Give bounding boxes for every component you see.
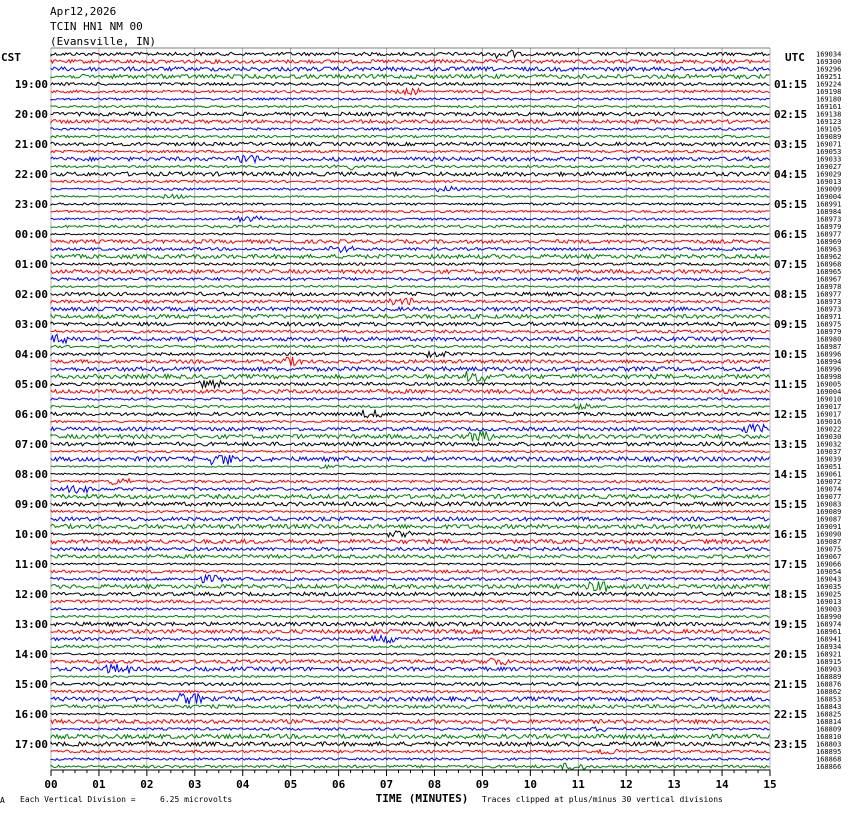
trace-line	[51, 216, 770, 222]
trace-value-label: 168803	[816, 740, 842, 749]
trace-line	[51, 547, 770, 550]
x-tick-label: 09	[475, 778, 490, 791]
x-tick-label: 06	[331, 778, 346, 791]
trace-value-label: 169066	[816, 560, 842, 569]
x-tick-label: 05	[284, 778, 298, 791]
trace-line	[51, 683, 770, 686]
right-hour-label: 19:15	[774, 618, 808, 631]
trace-value-label: 168987	[816, 343, 842, 351]
trace-value-label: 169037	[816, 448, 842, 456]
right-hour-label: 08:15	[774, 288, 808, 301]
x-tick-label: 02	[140, 778, 154, 791]
trace-value-label: 169091	[816, 523, 842, 531]
x-tick-label: 01	[92, 778, 106, 791]
trace-line	[51, 582, 770, 592]
trace-value-label: 168980	[816, 335, 842, 344]
trace-line	[51, 74, 770, 78]
right-hour-label: 11:15	[774, 378, 808, 391]
location-label: (Evansville, IN)	[50, 35, 156, 48]
x-tick-label: 13	[667, 778, 681, 791]
left-hour-label: 03:00	[14, 318, 48, 331]
left-hour-label: 15:00	[14, 678, 48, 691]
trace-value-label: 168814	[816, 718, 842, 726]
trace-value-label: 169067	[816, 553, 842, 561]
trace-value-label: 168934	[816, 643, 842, 651]
trace-line	[51, 315, 770, 319]
trace-line	[51, 180, 770, 182]
trace-value-label: 169035	[816, 583, 842, 591]
right-hour-label: 03:15	[774, 138, 808, 151]
left-hour-label: 16:00	[14, 708, 48, 721]
trace-value-label: 168978	[816, 283, 842, 291]
trace-line	[51, 555, 770, 559]
x-tick-label: 08	[427, 778, 442, 791]
trace-line	[51, 676, 770, 678]
right-hour-label: 01:15	[774, 78, 808, 91]
trace-line	[51, 371, 770, 381]
trace-value-label: 169017	[816, 410, 842, 419]
left-hour-labels	[15, 78, 48, 751]
trace-line	[51, 286, 770, 288]
trace-value-label: 169025	[816, 590, 842, 599]
right-hour-label: 12:15	[774, 408, 808, 421]
left-hour-label: 22:00	[14, 168, 48, 181]
trace-value-labels	[816, 51, 841, 772]
trace-line	[51, 431, 770, 441]
left-hour-label: 05:00	[14, 378, 48, 391]
right-hour-label: 13:15	[774, 438, 808, 451]
trace-line	[51, 307, 770, 311]
trace-line	[51, 322, 770, 326]
trace-value-label: 169030	[816, 433, 842, 441]
trace-line	[51, 465, 770, 468]
trace-line	[51, 664, 770, 673]
left-hour-label: 12:00	[14, 588, 48, 601]
trace-value-label: 169138	[816, 110, 842, 119]
trace-value-label: 168962	[816, 253, 842, 261]
trace-line	[51, 194, 770, 198]
trace-line	[51, 615, 770, 617]
trace-value-label: 168968	[816, 260, 842, 269]
trace-line	[51, 345, 770, 347]
trace-value-label: 169029	[816, 170, 842, 179]
trace-value-label: 168973	[816, 305, 842, 314]
right-hour-labels	[774, 78, 807, 751]
trace-line	[51, 367, 770, 371]
left-hour-label: 08:00	[14, 468, 48, 481]
right-hour-label: 07:15	[774, 258, 808, 271]
trace-line	[51, 451, 770, 453]
trace-value-label: 168974	[816, 620, 842, 629]
right-hour-label: 02:15	[774, 108, 808, 121]
trace-value-label: 168921	[816, 650, 842, 659]
trace-value-label: 168975	[816, 320, 842, 329]
trace-line	[51, 693, 770, 704]
left-hour-label: 11:00	[14, 558, 48, 571]
x-tick-label: 10	[523, 778, 537, 791]
trace-line	[51, 398, 770, 400]
trace-value-label: 168941	[816, 635, 842, 644]
trace-value-label: 169003	[816, 605, 842, 614]
trace-value-label: 169032	[816, 440, 842, 449]
trace-value-label: 169087	[816, 538, 842, 546]
left-hour-label: 10:00	[14, 528, 48, 541]
trace-line	[51, 172, 770, 176]
trace-value-label: 169004	[816, 193, 842, 201]
trace-value-label: 169074	[816, 485, 842, 494]
trace-value-label: 168991	[816, 200, 842, 209]
trace-value-label: 168971	[816, 313, 842, 321]
trace-value-label: 168961	[816, 628, 842, 636]
trace-line	[51, 50, 770, 58]
trace-value-label: 168977	[816, 290, 842, 299]
trace-value-label: 169077	[816, 493, 842, 501]
left-hour-label: 13:00	[14, 618, 48, 631]
date-label: Apr12,2026	[50, 5, 117, 18]
trace-value-label: 169071	[816, 140, 842, 149]
left-hour-label: 14:00	[14, 648, 48, 661]
left-hour-label: 23:00	[14, 198, 48, 211]
left-hour-label: 07:00	[14, 438, 48, 451]
trace-value-label: 169075	[816, 545, 842, 554]
trace-line	[51, 645, 770, 648]
trace-value-label: 169009	[816, 185, 842, 194]
trace-line	[51, 763, 770, 769]
trace-line	[51, 334, 770, 343]
time-gridlines	[51, 48, 770, 773]
left-hour-label: 20:00	[14, 108, 48, 121]
trace-value-label: 168825	[816, 710, 842, 719]
trace-line	[51, 502, 770, 506]
trace-line	[51, 255, 770, 259]
trace-line	[51, 636, 770, 643]
trace-line	[51, 713, 770, 715]
trace-line	[51, 511, 770, 513]
right-hour-label: 17:15	[774, 558, 808, 571]
right-hour-label: 04:15	[774, 168, 808, 181]
x-tick-label: 00	[44, 778, 58, 791]
trace-line	[51, 690, 770, 693]
right-hour-label: 23:15	[774, 738, 808, 751]
trace-value-label: 169180	[816, 95, 842, 104]
trace-line	[51, 420, 770, 422]
right-hour-label: 16:15	[774, 528, 808, 541]
left-hour-label: 21:00	[14, 138, 48, 151]
trace-line	[51, 89, 770, 95]
x-tick-label: 11	[571, 778, 585, 791]
scale-text: Each Vertical Division =	[20, 795, 136, 804]
trace-line	[51, 60, 770, 64]
x-tick-label: 04	[236, 778, 250, 791]
trace-line	[51, 742, 770, 746]
trace-line	[51, 142, 770, 145]
trace-line	[51, 486, 770, 493]
trace-line	[51, 263, 770, 265]
trace-line	[51, 112, 770, 116]
trace-line	[51, 128, 770, 130]
trace-value-label: 168809	[816, 725, 842, 734]
trace-line	[51, 608, 770, 610]
trace-line	[51, 187, 770, 192]
trace-line	[51, 380, 770, 387]
trace-value-label: 169061	[816, 470, 842, 479]
trace-value-label: 168990	[816, 613, 842, 621]
trace-line	[51, 155, 770, 162]
right-hour-label: 09:15	[774, 318, 808, 331]
trace-value-label: 169161	[816, 103, 842, 111]
trace-line	[51, 203, 770, 205]
trace-line	[51, 67, 770, 71]
trace-value-label: 168998	[816, 373, 842, 381]
trace-value-label: 168876	[816, 680, 842, 689]
trace-line	[51, 758, 770, 760]
left-timezone-label: CST	[1, 51, 21, 64]
trace-value-label: 169013	[816, 598, 842, 606]
trace-line	[51, 83, 770, 86]
trace-value-label: 169010	[816, 395, 842, 404]
trace-line	[51, 570, 770, 573]
trace-value-label: 168973	[816, 215, 842, 224]
trace-line	[51, 135, 770, 137]
trace-value-label: 169089	[816, 133, 842, 141]
trace-line	[51, 404, 770, 409]
right-hour-label: 20:15	[774, 648, 808, 661]
trace-value-label: 168963	[816, 245, 842, 254]
trace-line	[51, 517, 770, 521]
trace-line	[51, 105, 770, 107]
trace-value-label: 169034	[816, 50, 842, 59]
right-hour-label: 15:15	[774, 498, 808, 511]
trace-line	[51, 494, 770, 498]
trace-value-label: 168810	[816, 733, 842, 741]
trace-value-label: 168996	[816, 365, 842, 374]
trace-value-label: 168984	[816, 208, 842, 216]
trace-value-label: 169087	[816, 515, 842, 524]
right-hour-label: 05:15	[774, 198, 808, 211]
trace-value-label: 168903	[816, 665, 842, 674]
trace-value-label: 169053	[816, 148, 842, 156]
x-tick-label: 15	[763, 778, 777, 791]
trace-value-label: 168895	[816, 748, 842, 756]
trace-value-label: 168994	[816, 358, 842, 366]
right-hour-label: 14:15	[774, 468, 808, 481]
trace-value-label: 168862	[816, 688, 842, 696]
trace-value-label: 169004	[816, 388, 842, 396]
trace-value-label: 168889	[816, 673, 842, 681]
trace-value-label: 169224	[816, 80, 842, 89]
x-tick-label: 12	[619, 778, 633, 791]
trace-line	[51, 653, 770, 655]
trace-value-label: 168996	[816, 350, 842, 359]
trace-line	[51, 727, 770, 731]
right-hour-label: 10:15	[774, 348, 808, 361]
right-timezone-label: UTC	[785, 51, 805, 64]
trace-value-label: 168915	[816, 658, 842, 666]
trace-value-label: 169198	[816, 88, 842, 96]
trace-line	[51, 292, 770, 296]
trace-line	[51, 705, 770, 709]
trace-value-label: 168973	[816, 298, 842, 306]
x-tick-label: 14	[715, 778, 729, 791]
trace-line	[51, 592, 770, 596]
trace-value-label: 169033	[816, 155, 842, 164]
trace-line	[51, 479, 770, 485]
trace-value-label: 168977	[816, 230, 842, 239]
x-axis	[44, 770, 776, 791]
trace-line	[51, 357, 770, 366]
trace-line	[51, 524, 770, 528]
trace-value-label: 169039	[816, 455, 842, 464]
trace-line	[51, 278, 770, 281]
trace-value-label: 169043	[816, 575, 842, 584]
trace-value-label: 169016	[816, 418, 842, 426]
station-label: TCIN HN1 NM 00	[50, 20, 143, 33]
trace-line	[51, 600, 770, 603]
x-tick-label: 03	[188, 778, 202, 791]
trace-line	[51, 120, 770, 124]
right-hour-label: 18:15	[774, 588, 808, 601]
trace-line	[51, 298, 770, 305]
trace-line	[51, 630, 770, 634]
trace-value-label: 169054	[816, 568, 842, 576]
trace-value-label: 169022	[816, 425, 842, 434]
trace-line	[51, 720, 770, 724]
trace-line	[51, 424, 770, 432]
trace-value-label: 169296	[816, 65, 842, 74]
trace-value-label: 168965	[816, 268, 842, 276]
trace-line	[51, 575, 770, 583]
trace-value-label: 169051	[816, 463, 842, 471]
trace-line	[51, 240, 770, 244]
trace-value-label: 169083	[816, 500, 842, 509]
trace-value-label: 169013	[816, 178, 842, 186]
trace-line	[51, 473, 770, 475]
right-hour-label: 21:15	[774, 678, 808, 691]
trace-value-label: 168967	[816, 275, 842, 284]
trace-line	[51, 225, 770, 228]
right-hour-label: 06:15	[774, 228, 808, 241]
trace-line	[51, 455, 770, 465]
trace-value-label: 169090	[816, 530, 842, 539]
scale-value: 6.25 microvolts	[160, 795, 233, 804]
left-hour-label: 09:00	[14, 498, 48, 511]
trace-value-label: 169072	[816, 478, 842, 486]
trace-value-label: 168969	[816, 238, 842, 246]
trace-line	[51, 210, 770, 212]
trace-value-label: 169251	[816, 73, 842, 81]
corner-mark: A	[0, 796, 5, 805]
trace-line	[51, 330, 770, 333]
left-hour-label: 06:00	[14, 408, 48, 421]
clip-note: Traces clipped at plus/minus 30 vertical divisions	[482, 795, 723, 804]
trace-line	[51, 150, 770, 152]
trace-value-label: 169089	[816, 508, 842, 516]
trace-value-label: 168868	[816, 755, 842, 764]
x-tick-label: 07	[379, 778, 394, 791]
trace-value-label: 168979	[816, 223, 842, 231]
right-hour-label: 22:15	[774, 708, 808, 721]
left-hour-label: 19:00	[14, 78, 48, 91]
trace-group	[51, 50, 770, 770]
trace-line	[51, 246, 770, 252]
trace-line	[51, 622, 770, 626]
trace-value-label: 169105	[816, 125, 842, 134]
trace-line	[51, 98, 770, 100]
trace-line	[51, 390, 770, 394]
left-hour-label: 17:00	[14, 738, 48, 751]
trace-value-label: 168866	[816, 763, 842, 771]
trace-line	[51, 351, 770, 357]
trace-value-label: 168853	[816, 695, 842, 704]
trace-line	[51, 539, 770, 543]
trace-value-label: 169005	[816, 380, 842, 389]
left-hour-label: 00:00	[14, 228, 48, 241]
trace-value-label: 169123	[816, 118, 842, 126]
trace-value-label: 169027	[816, 163, 842, 171]
x-axis-title: TIME (MINUTES)	[375, 792, 469, 805]
trace-value-label: 168979	[816, 328, 842, 336]
trace-line	[51, 233, 770, 235]
trace-value-label: 169300	[816, 58, 842, 66]
trace-value-label: 168843	[816, 703, 842, 711]
trace-value-label: 169017	[816, 403, 842, 411]
trace-line	[51, 749, 770, 754]
trace-line	[51, 270, 770, 274]
trace-line	[51, 410, 770, 418]
trace-line	[51, 658, 770, 665]
left-hour-label: 04:00	[14, 348, 48, 361]
left-hour-label: 02:00	[14, 288, 48, 301]
trace-line	[51, 165, 770, 170]
left-hour-label: 01:00	[14, 258, 48, 271]
trace-line	[51, 734, 770, 738]
trace-line	[51, 531, 770, 537]
trace-line	[51, 563, 770, 565]
trace-line	[51, 442, 770, 446]
